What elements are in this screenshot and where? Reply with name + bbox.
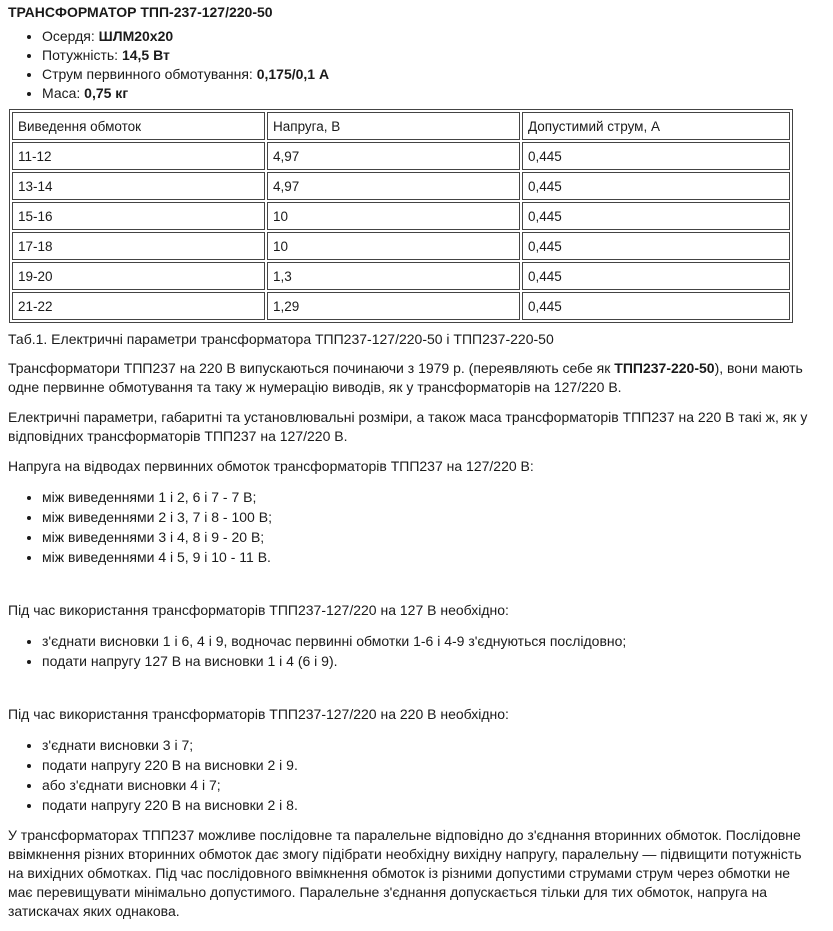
table-cell: 4,97 [267, 172, 520, 200]
table-cell: 4,97 [267, 142, 520, 170]
table-cell: 0,445 [522, 232, 790, 260]
paragraph-secondary-windings: У трансформаторах ТПП237 можливе послідовне та паралельне відповідно до з'єднання вторинних обмоток. Послідовне ввімкнення різних вторинних обмоток дає змогу підібрати необхідну вихідну напругу, паралельну — підвищити потужність на вихідних обмотках. Під час послідовного ввімкнення обмоток із різними допустими струмами струм через обмотки не має перевищувати мінімально допустимого. Паралельне з'єднання допускається тільки для тих обмоток, напруга на затискачах яких однакова. [8, 827, 802, 919]
list-item: • з'єднати висновки 3 і 7; [42, 735, 818, 755]
table-row [12, 232, 790, 260]
list-item: • між виведеннями 4 і 5, 9 і 10 - 11 В. [42, 547, 818, 567]
page-title: ТРАНСФОРМАТОР ТПП-237-127/220-50 [8, 4, 273, 20]
paragraph-220v-usage: Під час використання трансформаторів ТПП237-127/220 на 220 В необхідно: [8, 706, 509, 722]
table-cell: 13-14 [12, 172, 265, 200]
spec-power [42, 46, 818, 65]
parameters-table [9, 109, 793, 323]
spec-label: Потужність: [42, 47, 122, 63]
spec-label: Струм первинного обмотування: [42, 66, 257, 82]
table-header-cell: Допустимий струм, А [522, 112, 790, 140]
spec-value: ШЛМ20х20 [98, 28, 174, 44]
paragraph-220v-intro [8, 359, 818, 397]
spec-value: 0,175/0,1 А [256, 66, 330, 82]
table-cell: 15-16 [12, 202, 265, 230]
table-row [12, 172, 790, 200]
list-item: • подати напругу 127 В на висновки 1 і 4 (6 і 9). [42, 651, 818, 671]
table-header-row [12, 112, 790, 140]
table-row [12, 142, 790, 170]
list-item: • з'єднати висновки 1 і 6, 4 і 9, водночас первинні обмотки 1-6 і 4-9 з'єднуються послідовно; [42, 631, 818, 651]
table-cell: 1,29 [267, 292, 520, 320]
table-row [12, 262, 790, 290]
list-item: • або з'єднати висновки 4 і 7; [42, 775, 818, 795]
table-header-cell: Виведення обмоток [12, 112, 265, 140]
table-header-cell: Напруга, В [267, 112, 520, 140]
paragraph-text: ), вони мають одне первинне обмотування та таку ж нумерацію виводів, як у трансформаторів на 127/220 В. [8, 360, 803, 395]
spec-list [8, 27, 818, 103]
paragraph-taps-intro: Напруга на відводах первинних обмоток трансформаторів ТПП237 на 127/220 В: [8, 458, 534, 474]
spec-label: Маса: [42, 85, 85, 101]
document [8, 0, 818, 921]
table-cell: 11-12 [12, 142, 265, 170]
tap-voltage-list [8, 487, 818, 567]
spec-label: Осердя: [42, 28, 99, 44]
table-cell: 0,445 [522, 172, 790, 200]
table-cell: 21-22 [12, 292, 265, 320]
table-cell: 10 [267, 202, 520, 230]
spec-core [42, 27, 818, 46]
list-item: • подати напругу 220 В на висновки 2 і 9. [42, 755, 818, 775]
table-cell: 0,445 [522, 262, 790, 290]
spec-value: 0,75 кг [84, 85, 129, 101]
table-caption: Таб.1. Електричні параметри трансформатора ТПП237-127/220-50 і ТПП237-220-50 [8, 331, 554, 347]
table-cell: 0,445 [522, 292, 790, 320]
table-row [12, 292, 790, 320]
list-127v [8, 631, 818, 671]
list-item: • між виведеннями 3 і 4, 8 і 9 - 20 В; [42, 527, 818, 547]
table-cell: 1,3 [267, 262, 520, 290]
spec-value: 14,5 Вт [121, 47, 170, 63]
table-cell: 17-18 [12, 232, 265, 260]
table-cell: 19-20 [12, 262, 265, 290]
paragraph-text: Трансформатори ТПП237 на 220 В випускаються починаючи з 1979 р. (переявляють себе як [8, 360, 615, 376]
paragraph-parameters: Електричні параметри, габаритні та установлювальні розміри, а також маса трансформаторів ТПП237 на 220 В такі ж, як у відповідних трансформаторів ТПП237 на 127/220 В. [8, 409, 808, 444]
spec-primary-current [42, 65, 818, 84]
paragraph-127v-intro: Під час використання трансформаторів ТПП237-127/220 на 127 В необхідно: [8, 602, 509, 618]
table-row [12, 202, 790, 230]
list-item: • між виведеннями 2 і 3, 7 і 8 - 100 В; [42, 507, 818, 527]
spec-mass [42, 84, 818, 103]
table-cell: 10 [267, 232, 520, 260]
table-cell: 0,445 [522, 202, 790, 230]
model-name: ТПП237-220-50 [614, 360, 715, 376]
list-item: • між виведеннями 1 і 2, 6 і 7 - 7 В; [42, 487, 818, 507]
list-220v [8, 735, 818, 815]
list-item: • подати напругу 220 В на висновки 2 і 8. [42, 795, 818, 815]
table-cell: 0,445 [522, 142, 790, 170]
